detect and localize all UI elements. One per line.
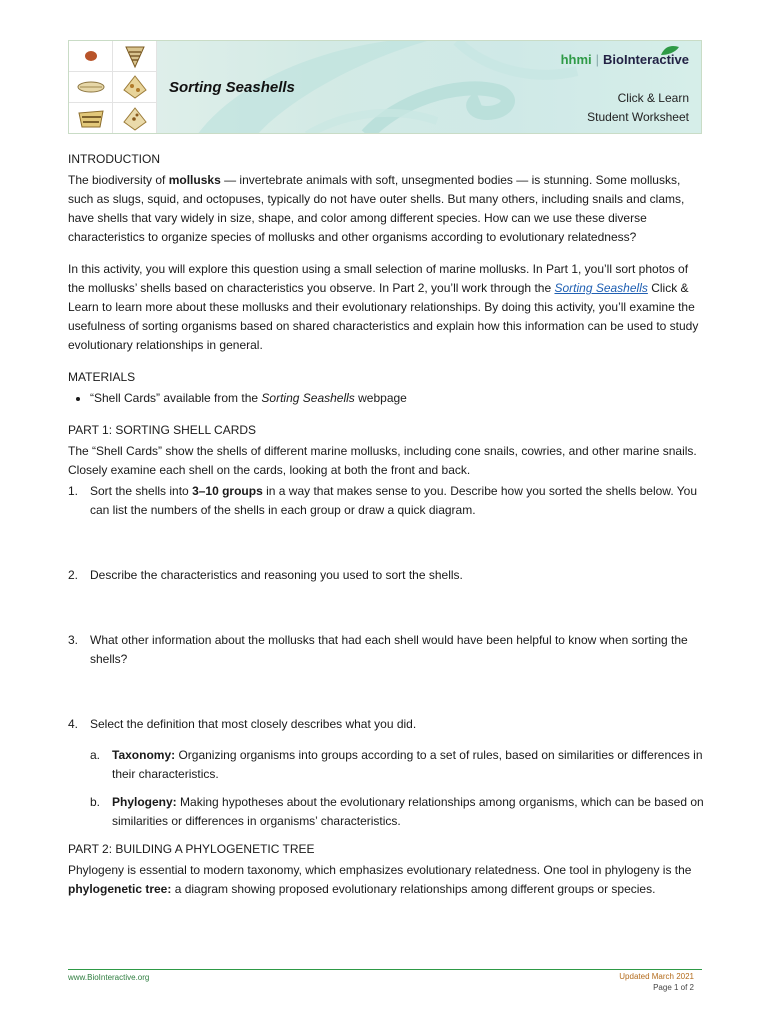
- part2-text-cont: a diagram showing proposed evolutionary relationships among different groups or species.: [171, 882, 656, 896]
- logo-hhmi: hhmi: [560, 52, 592, 67]
- term-taxonomy: Taxonomy:: [112, 748, 176, 762]
- option-a-text: [112, 746, 708, 784]
- intro-p2-text-cont: Click & Learn to learn more about these mollusks and their evolutionary relationships. By doing this activity, you’ll examine the usefulness of sorting organisms based on shared characteristics and explain how this information can be used to study evolutionary relationships in general.: [68, 281, 699, 352]
- question-1-text-cont: in a way that makes sense to you. Describe how you sorted the shells below. You can list the numbers of the shells in each group or draw a quick diagram.: [90, 484, 698, 517]
- shell-photo-grid: [69, 41, 157, 134]
- footer-page-number: Page 1 of 2: [653, 983, 694, 992]
- question-2: [68, 566, 708, 585]
- shell-photo: [69, 41, 113, 72]
- shell-photo: [69, 72, 113, 103]
- part1-questions: [68, 482, 708, 734]
- worksheet-body: [68, 150, 708, 912]
- shell-photo: [69, 103, 113, 134]
- footer-website-link[interactable]: www.BioInteractive.org: [68, 973, 150, 982]
- question-text: [90, 482, 708, 520]
- option-b-definition: Making hypotheses about the evolutionary relationships among organisms, which can be based on similarities or differences in organisms’ characteristics.: [112, 795, 704, 828]
- part1-intro: The “Shell Cards” show the shells of different marine mollusks, including cone snails, cowries, and other marine snails. Closely examine each shell on the cards, looking at both the front and back.: [68, 444, 697, 477]
- materials-item-text-cont: webpage: [354, 391, 407, 405]
- term-phylogenetic-tree: phylogenetic tree:: [68, 882, 172, 896]
- materials-item-text: “Shell Cards” available from the: [90, 391, 262, 405]
- biointeractive-logo: [561, 52, 689, 67]
- intro-p1-text-cont: — invertebrate animals with soft, unsegmented bodies — is stunning. Some mollusks, such as slugs, squid, and octopuses, typically do not have outer shells. But many others, including snails and clams, have shells that vary widely in size, shape, and color among different species. How can we use these diverse characteristics to organize species of mollusks and other organisms according to evolutionary relatedness?: [68, 173, 685, 244]
- option-letter: b.: [90, 795, 101, 809]
- term-mollusks: mollusks: [168, 173, 221, 187]
- materials-item-title: Sorting Seashells: [261, 391, 355, 405]
- question-4-options: [68, 746, 708, 831]
- term-phylogeny: Phylogeny:: [112, 795, 177, 809]
- intro-p2-text: In this activity, you will explore this question using a small selection of marine mollusks. In Part 1, you’ll sort photos of the mollusks’ shells based on characteristics you observe. In Part 2, you’ll work through the: [68, 262, 689, 295]
- logo-biointeractive: BioInteractive: [603, 52, 689, 67]
- shell-photo: [113, 72, 157, 103]
- question-3-text: What other information about the mollusks that had each shell would have been helpful to know when sorting the shells?: [90, 633, 688, 666]
- sorting-seashells-link[interactable]: Sorting Seashells: [554, 281, 648, 295]
- option-a-definition: Organizing organisms into groups according to a set of rules, based on similarities or differences in their characteristics.: [112, 748, 703, 781]
- banner-subtitle-click-learn: Click & Learn: [617, 91, 689, 105]
- question-1-bold: 3–10 groups: [192, 484, 263, 498]
- part2-paragraph: [68, 861, 708, 899]
- intro-paragraph-2: [68, 260, 708, 355]
- worksheet-title: Sorting Seashells: [169, 79, 295, 96]
- option-a[interactable]: [90, 746, 708, 784]
- question-4-text: Select the definition that most closely describes what you did.: [90, 717, 417, 731]
- footer-divider: [68, 969, 702, 970]
- question-4: [68, 715, 708, 734]
- shell-photo: [113, 41, 157, 72]
- intro-p1-text: The biodiversity of: [68, 173, 169, 187]
- part2-text: Phylogeny is essential to modern taxonomy, which emphasizes evolutionary relatedness. One tool in phylogeny is the: [68, 863, 692, 877]
- question-3: [68, 631, 708, 669]
- materials-list: [68, 389, 708, 408]
- logo-separator: |: [595, 52, 600, 67]
- question-number: 3.: [68, 633, 79, 647]
- option-letter: a.: [90, 748, 101, 762]
- banner-subtitle-worksheet: Student Worksheet: [587, 110, 689, 124]
- question-1-text: Sort the shells into: [90, 484, 193, 498]
- shell-photo: [113, 103, 157, 134]
- question-number: 2.: [68, 568, 79, 582]
- part2-heading: PART 2: BUILDING A PHYLOGENETIC TREE: [68, 842, 315, 856]
- materials-heading: MATERIALS: [68, 370, 136, 384]
- option-b-text: [112, 793, 708, 831]
- intro-paragraph-1: [68, 171, 708, 247]
- part1-heading: PART 1: SORTING SHELL CARDS: [68, 423, 257, 437]
- materials-item: [90, 389, 708, 408]
- question-number: 4.: [68, 717, 79, 731]
- footer-updated: Updated March 2021: [619, 972, 694, 981]
- question-1: [68, 482, 708, 520]
- header-banner: [68, 40, 702, 134]
- question-number: 1.: [68, 484, 79, 498]
- question-2-text: Describe the characteristics and reasoning you used to sort the shells.: [90, 568, 463, 582]
- option-b[interactable]: [90, 793, 708, 831]
- intro-heading: INTRODUCTION: [68, 152, 160, 166]
